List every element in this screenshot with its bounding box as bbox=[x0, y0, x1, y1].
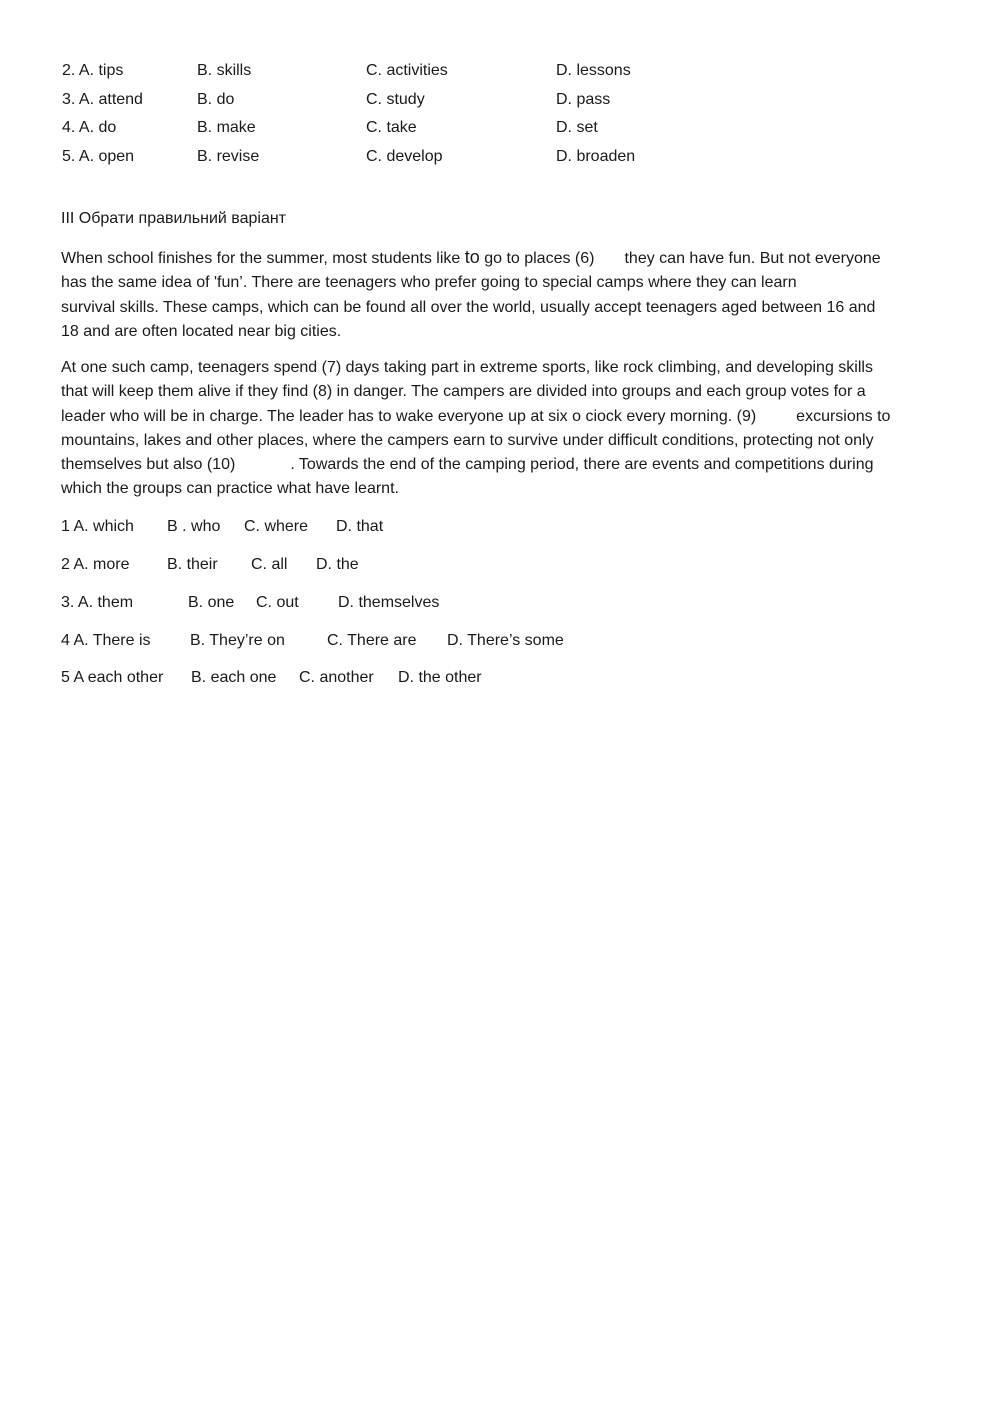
option-b: B. revise bbox=[197, 147, 260, 165]
line-text: leader who will be in charge. The leader has to wake everyone up at six o ciock every morning. (9) bbox=[61, 407, 757, 425]
line-text: When school finishes for the summer, most students like bbox=[61, 250, 465, 267]
choice-b: B. They’re on bbox=[190, 632, 285, 649]
option-a: 4. A. do bbox=[62, 119, 117, 136]
paragraph-line: mountains, lakes and other places, where the campers earn to survive under difficult conditions, protecting not only bbox=[61, 431, 874, 449]
paragraph-line: which the groups can practice what have learnt. bbox=[61, 480, 399, 498]
paragraph-line: has the same idea of 'fun’. There are teenagers who prefer going to special camps where they can learn bbox=[61, 274, 797, 292]
choice-b: B . who bbox=[167, 518, 221, 535]
option-d: D. pass bbox=[556, 90, 611, 108]
paragraph-line: survival skills. These camps, which can be found all over the world, usually accept teenagers aged between 16 and bbox=[61, 298, 876, 316]
section-heading: III Обрати правильний варіант bbox=[61, 210, 287, 227]
worksheet-page bbox=[61, 60, 941, 686]
paragraph-line: 18 and are often located near big cities. bbox=[61, 322, 342, 340]
option-b: B. make bbox=[197, 119, 256, 136]
text-paragraph-2 bbox=[61, 356, 941, 502]
choice-a: 5 A each other bbox=[61, 669, 164, 686]
option-d: D. set bbox=[556, 119, 598, 136]
choice-c: C. where bbox=[244, 518, 309, 535]
choice-c: C. all bbox=[251, 556, 288, 573]
option-c: C. take bbox=[366, 119, 417, 136]
options-row-3 bbox=[61, 89, 941, 118]
choice-d: D. themselves bbox=[338, 594, 440, 611]
choice-d: D. the other bbox=[398, 669, 482, 686]
paragraph-line bbox=[61, 453, 941, 477]
options-row-2 bbox=[61, 60, 941, 89]
line-text: go to places (6) bbox=[479, 250, 595, 267]
paragraph-line: that will keep them alive if they find (8) in danger. The campers are divided into groups and each group votes for a bbox=[61, 383, 866, 401]
option-c: C. study bbox=[366, 90, 425, 108]
choice-d: D. the bbox=[316, 556, 359, 573]
choice-a: 1 A. which bbox=[61, 518, 134, 535]
choice-d: D. There’s some bbox=[447, 632, 564, 649]
option-b: B. do bbox=[197, 90, 235, 108]
options-row-5 bbox=[61, 146, 941, 175]
option-a: 3. A. attend bbox=[62, 90, 143, 108]
choice-d: D. that bbox=[336, 518, 384, 535]
option-a: 5. A. open bbox=[62, 147, 135, 165]
choice-c: C. out bbox=[256, 594, 299, 611]
choice-b: B. one bbox=[188, 594, 235, 611]
choice-a: 2 A. more bbox=[61, 556, 130, 573]
line-text: . Towards the end of the camping period, there are events and competitions during bbox=[290, 456, 874, 474]
choice-a: 3. A. them bbox=[61, 594, 134, 611]
line-text: excursions to bbox=[796, 407, 891, 425]
paragraph-line bbox=[61, 245, 941, 271]
option-b: B. skills bbox=[197, 62, 252, 79]
choice-c: C. another bbox=[299, 669, 374, 686]
choice-c: C. There are bbox=[327, 632, 417, 649]
text-paragraph-1 bbox=[61, 245, 941, 344]
paragraph-line bbox=[61, 405, 941, 429]
option-d: D. broaden bbox=[556, 147, 636, 165]
choice-b: B. their bbox=[167, 556, 218, 573]
choice-b: B. each one bbox=[191, 669, 277, 686]
option-c: C. activities bbox=[366, 62, 448, 79]
paragraph-line: At one such camp, teenagers spend (7) days taking part in extreme sports, like rock climbing, and developing skills bbox=[61, 359, 873, 376]
line-text: they can have fun. But not everyone bbox=[624, 250, 881, 267]
choice-a: 4 A. There is bbox=[61, 632, 151, 649]
options-row-4 bbox=[61, 117, 941, 146]
option-a: 2. A. tips bbox=[62, 62, 124, 79]
option-d: D. lessons bbox=[556, 62, 631, 79]
options-table bbox=[61, 60, 941, 172]
option-c: C. develop bbox=[366, 147, 443, 165]
line-text: themselves but also (10) bbox=[61, 456, 236, 474]
line-text: to bbox=[464, 247, 480, 267]
